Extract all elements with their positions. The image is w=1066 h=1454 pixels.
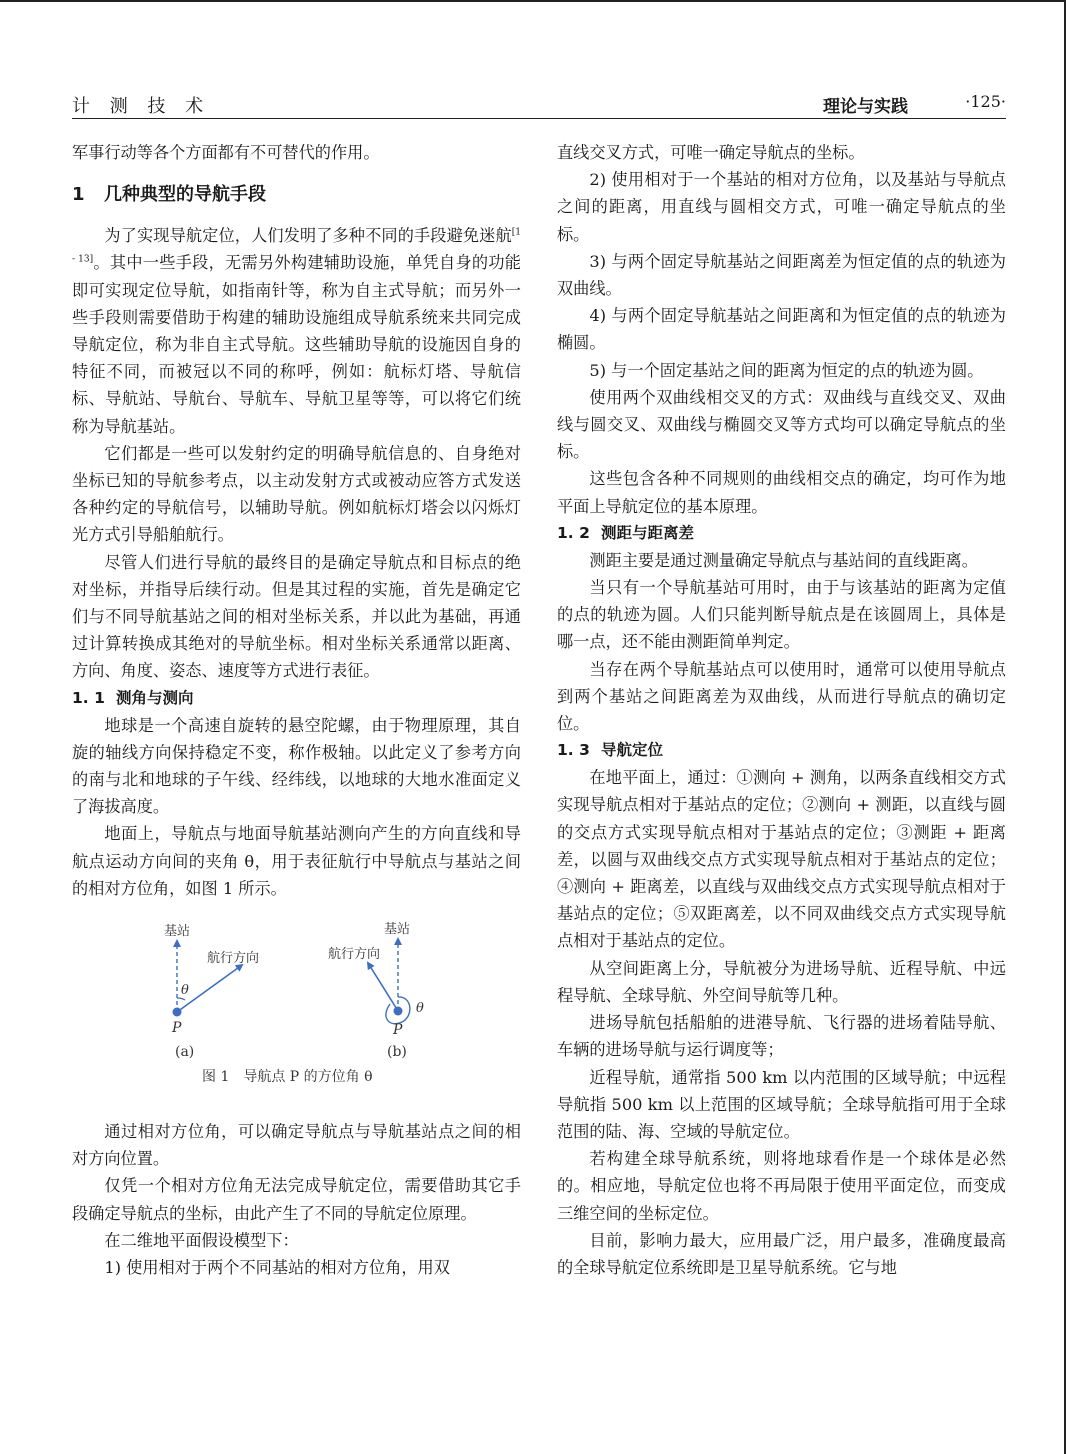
fig-b-tag: (b) — [387, 1044, 407, 1061]
fig-b-theta-label: θ — [416, 1001, 424, 1017]
fig-a-point-label: P — [172, 1020, 182, 1037]
paragraph: 在二维地平面假设模型下： — [104, 1230, 299, 1250]
page-number: ·125· — [965, 92, 1006, 111]
section-heading — [72, 180, 521, 210]
paragraph: 若构建全球导航系统，则将地球看作是一个球体是必然的。相应地，导航定位也将不再局限于使用平面定位，而变成三维空间的坐标定位。 — [557, 1149, 1006, 1223]
paragraph: 4) 与两个固定导航基站之间距离和为恒定值的点的轨迹为椭圆。 — [557, 306, 1006, 353]
figure-1-diagram — [72, 908, 521, 1093]
subsection-heading — [557, 737, 1006, 764]
paragraph: 3) 与两个固定导航基站之间距离差为恒定值的点的轨迹为双曲线。 — [557, 251, 1006, 299]
fig-a-theta-label: θ — [181, 983, 189, 999]
paragraph: 从空间距离上分，导航被分为进场导航、近程导航、中远程导航、全球导航、外空间导航等几种。 — [557, 958, 1006, 1005]
paragraph: 进场导航包括船舶的进港导航、飞行器的进场着陆导航、车辆的进场导航与运行调度等； — [557, 1013, 1006, 1060]
paragraph: 当存在两个导航基站点可以使用时，通常可以使用导航点到两个基站之间距离差为双曲线，从而进行导航点的确切定位。 — [557, 659, 1006, 734]
fig-b-heading-label: 航行方向 — [328, 947, 381, 963]
fig-a-angle-arc — [177, 998, 185, 1000]
section-title: 几种典型的导航手段 — [104, 184, 266, 206]
subsection-title: 导航定位 — [601, 741, 664, 760]
paragraph: 这些包含各种不同规则的曲线相交点的确定，均可作为地平面上导航定位的基本原理。 — [557, 469, 1006, 516]
page-top-edge — [0, 0, 1066, 2]
subsection-heading — [72, 685, 521, 712]
figure-1 — [72, 908, 521, 1118]
figure-caption: 图 1 导航点 P 的方位角 θ — [202, 1069, 373, 1086]
paragraph: 军事行动等各个方面都有不可替代的作用。 — [72, 143, 380, 162]
fig-b-point-label: P — [393, 1022, 403, 1039]
subsection-number: 1. 1 — [72, 688, 105, 707]
paragraph: 使用两个双曲线相交叉的方式：双曲线与直线交叉、双曲线与圆交叉、双曲线与椭圆交叉等方式均可以确定导航点的坐标。 — [557, 387, 1006, 462]
paragraph: 在地平面上，通过：①测向 + 测角，以两条直线相交方式实现导航点相对于基站点的定位；②测向 + 测距，以直线与圆的交点方式实现导航点相对于基站点的定位；③测距 + 距离差，以圆与双曲线交点方式实现导航点相对于基站点的定位；④测向 + 距离差，以直线与双曲线交点方式实现导航点相对于基站点的定位；⑤双距离差，以不同双曲线交点方式实现导航点相对于基站点的定位。 — [557, 768, 1006, 951]
fig-a-point-p — [173, 1008, 182, 1017]
paragraph: 近程导航，通常指 500 km 以内范围的区域导航；中远程导航指 500 km 以上范围的区域导航；全球导航指可用于全球范围的陆、海、空域的导航定位。 — [557, 1067, 1006, 1141]
subsection-number: 1. 3 — [557, 741, 590, 760]
subsection-title: 测距与距离差 — [601, 523, 695, 542]
paragraph: 它们都是一些可以发射约定的明确导航信息的、自身绝对坐标已知的导航参考点，以主动发射方式或被动应答方式发送各种约定的导航信号，以辅助导航。例如航标灯塔会以闪烁灯光方式引导船舶航行。 — [72, 443, 521, 545]
fig-b-station-label: 基站 — [384, 922, 411, 938]
paragraph-text: 。其中一些手段，无需另外构建辅助设施，单凭自身的功能即可实现定位导航，如指南针等，称为自主式导航；而另外一些手段则需要借助于构建的辅助设施组成导航系统来共同完成导航定位，称为非自主式导航。这些辅助导航的设施因自身的特征不同，而被冠以不同的称呼，例如：航标灯塔、导航信标、导航站、导航台、导航车、导航卫星等等，可以将它们统称为导航基站。 — [72, 253, 521, 436]
citation-ref: [1 - 13] — [72, 227, 521, 266]
subsection-heading — [557, 520, 1006, 547]
fig-b-point-p — [394, 1007, 403, 1016]
subsection-number: 1. 2 — [557, 523, 590, 542]
paragraph: 仅凭一个相对方位角无法完成导航定位，需要借助其它手段确定导航点的坐标，由此产生了不同的导航定位原理。 — [72, 1176, 521, 1223]
fig-a-heading-label: 航行方向 — [207, 951, 260, 967]
running-header — [72, 92, 1006, 120]
paragraph: 测距主要是通过测量确定导航点与基站间的直线距离。 — [589, 550, 978, 570]
journal-name: 计 测 技 术 — [72, 96, 211, 117]
header-rule — [72, 118, 1006, 119]
fig-a-tag: (a) — [175, 1044, 195, 1061]
paragraph: 地球是一个高速自旋转的悬空陀螺，由于物理原理，其自旋的轴线方向保持稳定不变，称作极轴。以此定义了参考方向的南与北和地球的子午线、经纬线，以地球的大地水准面定义了海拔高度。 — [72, 715, 521, 817]
paragraph: 当只有一个导航基站可用时，由于与该基站的距离为定值的点的轨迹为圆。人们只能判断导航点是在该圆周上，具体是哪一点，还不能由测距简单判定。 — [557, 578, 1006, 652]
subsection-title: 测角与测向 — [116, 688, 194, 707]
paragraph — [72, 222, 521, 440]
paragraph: 地面上，导航点与地面导航基站测向产生的方向直线和导航点运动方向间的夹角 θ，用于表征航行中导航点与基站之间的相对方位角，如图 1 所示。 — [72, 824, 521, 898]
left-column — [72, 139, 521, 1281]
fig-b-heading-arrow — [368, 963, 398, 1011]
paragraph: 5) 与一个固定基站之间的距离为恒定的点的轨迹为圆。 — [589, 360, 984, 380]
paragraph: 1) 使用相对于两个不同基站的相对方位角，用双 — [104, 1258, 450, 1278]
paragraph: 尽管人们进行导航的最终目的是确定导航点和目标点的绝对坐标，并指导后续行动。但是其过程的实施，首先是确定它们与不同导航基站之间的相对坐标关系，并以此为基础，再通过计算转换成其绝对的导航坐标。相对坐标关系通常以距离、方向、角度、姿态、速度等方式进行表征。 — [72, 552, 521, 681]
paragraph: 目前，影响力最大，应用最广泛，用户最多，准确度最高的全球导航定位系统即是卫星导航系统。它与地 — [557, 1230, 1006, 1277]
section-number: 1 — [72, 184, 85, 206]
paragraph: 直线交叉方式，可唯一确定导航点的坐标。 — [557, 143, 865, 162]
fig-a-station-label: 基站 — [164, 924, 191, 940]
paragraph: 2) 使用相对于一个基站的相对方位角，以及基站与导航点之间的距离，用直线与圆相交方式，可唯一确定导航点的坐标。 — [557, 170, 1006, 244]
paragraph-text: 为了实现导航定位，人们发明了多种不同的手段避免迷航 — [104, 226, 512, 246]
paragraph: 通过相对方位角，可以确定导航点与导航基站点之间的相对方向位置。 — [72, 1122, 521, 1169]
right-column — [557, 139, 1006, 1281]
section-name: 理论与实践 — [823, 97, 908, 117]
